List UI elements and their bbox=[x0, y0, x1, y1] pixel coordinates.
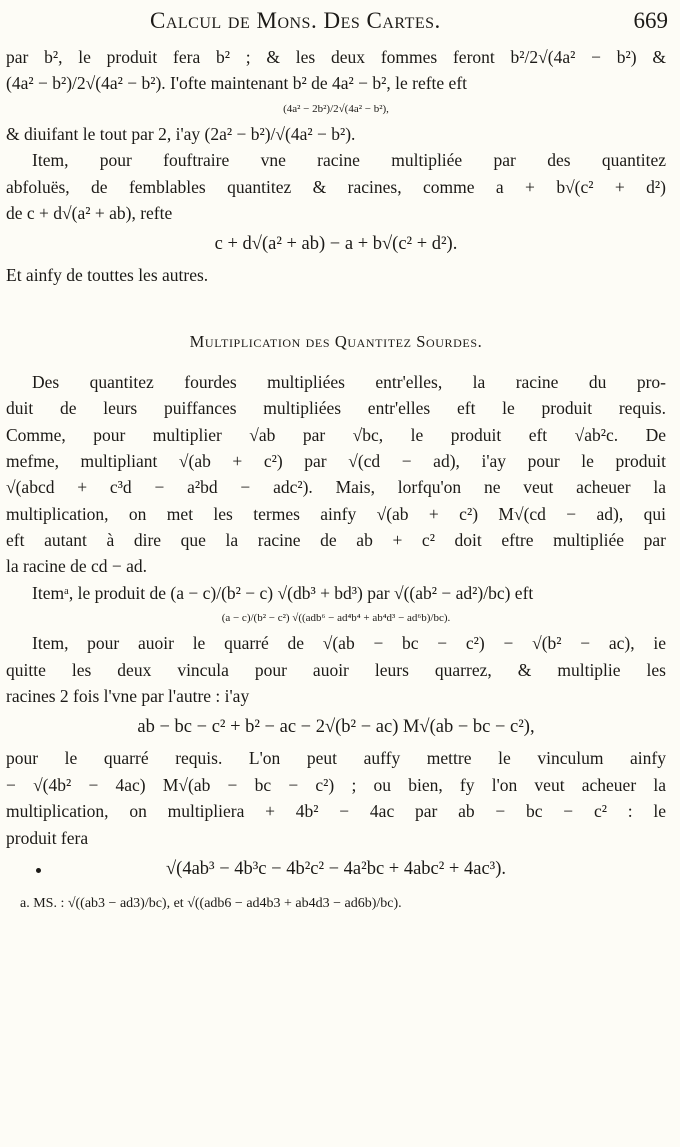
text-line: √(abcd + c³d − a²bd − adc²). Mais, lorfqu'on ne veut acheuer la bbox=[6, 477, 666, 498]
display-formula: (4a² − 2b²)/2√(4a² − b²), bbox=[283, 102, 389, 115]
page-body bbox=[6, 44, 666, 921]
spacer bbox=[6, 355, 666, 369]
section-heading: Multiplication des Quantitez Sourdes. bbox=[189, 331, 483, 351]
text-line: Itemᵃ, le produit de (a − c)/(b² − c) √(db³ + bd³) par √((ab² − ad²)/bc) eft bbox=[32, 582, 534, 603]
display-formula: c + d√(a² + ab) − a + b√(c² + d²). bbox=[214, 234, 458, 255]
text-line: quitte les deux vincula pour auoir leurs quarrez, & multiplie les bbox=[6, 659, 666, 680]
text-line: mefme, multipliant √(ab + c²) par √(cd − ad), i'ay pour le produit bbox=[6, 450, 666, 471]
text-line: racines 2 fois l'vne par l'autre : i'ay bbox=[6, 686, 250, 707]
page-number: 669 bbox=[633, 8, 668, 33]
display-formula: √(4ab³ − 4b³c − 4b²c² − 4a²bc + 4abc² + 4ac³). bbox=[166, 858, 506, 879]
running-title: Calcul de Mons. Des Cartes. bbox=[150, 8, 441, 33]
footnote: a. MS. : √((ab3 − ad3)/bc), et √((adb6 − ad4b3 + ab4d3 − ad6b)/bc). bbox=[20, 895, 402, 911]
text-line: multiplication, on met les termes ainfy √(ab + c²) M√(cd − ad), qui bbox=[6, 503, 666, 524]
text-line: par b², le produit fera b² ; & les deux fommes feront b²/2√(4a² − b²) & bbox=[6, 47, 666, 67]
text-line: de c + d√(a² + ab), refte bbox=[6, 202, 173, 223]
text-line: eft autant à dire que la racine de ab + c² doit eftre multipliée par bbox=[6, 530, 666, 551]
display-formula: (a − c)/(b² − c²) √((adb⁶ − ad⁴b⁴ + ab⁴d³ − ad⁶b)/bc). bbox=[221, 612, 451, 625]
text-line: & diuifant le tout par 2, i'ay (2a² − b²)/√(4a² − b²). bbox=[6, 123, 356, 144]
text-line: multiplication, on multipliera + 4b² − 4ac par ab − bc − c² : le bbox=[6, 801, 666, 822]
text-line: pour le quarré requis. L'on peut auffy mettre le vinculum ainfy bbox=[6, 748, 666, 769]
text-line: Comme, pour multiplier √ab par √bc, le produit eft √ab²c. De bbox=[6, 424, 666, 445]
spacer bbox=[6, 289, 666, 329]
text-line: Item, pour auoir le quarré de √(ab − bc − c²) − √(b² − ac), ie bbox=[32, 633, 666, 654]
text-line: la racine de cd − ad. bbox=[6, 556, 148, 577]
display-formula: ab − bc − c² + b² − ac − 2√(b² − ac) M√(ab − bc − c²), bbox=[137, 717, 535, 738]
text-line: Et ainfy de touttes les autres. bbox=[6, 265, 209, 286]
text-line: abfoluës, de femblables quantitez & racines, comme a + b√(c² + d²) bbox=[6, 176, 666, 197]
running-head bbox=[0, 8, 680, 42]
text-line: Item, pour fouftraire vne racine multipliée par des quantitez bbox=[32, 150, 666, 171]
text-line: produit fera bbox=[6, 827, 89, 848]
text-line: duit de leurs puiffances multipliées entr'elles eft le produit requis. bbox=[6, 398, 666, 419]
text-line: (4a² − b²)/2√(4a² − b²). I'ofte maintenant b² de 4a² − b², le refte eft bbox=[6, 73, 468, 94]
ink-dot-mark bbox=[36, 868, 41, 873]
text-line: Des quantitez fourdes multipliées entr'elles, la racine du pro- bbox=[32, 371, 666, 392]
text-line: − √(4b² − 4ac) M√(ab − bc − c²) ; ou bien, fy l'on veut acheuer la bbox=[6, 774, 666, 795]
